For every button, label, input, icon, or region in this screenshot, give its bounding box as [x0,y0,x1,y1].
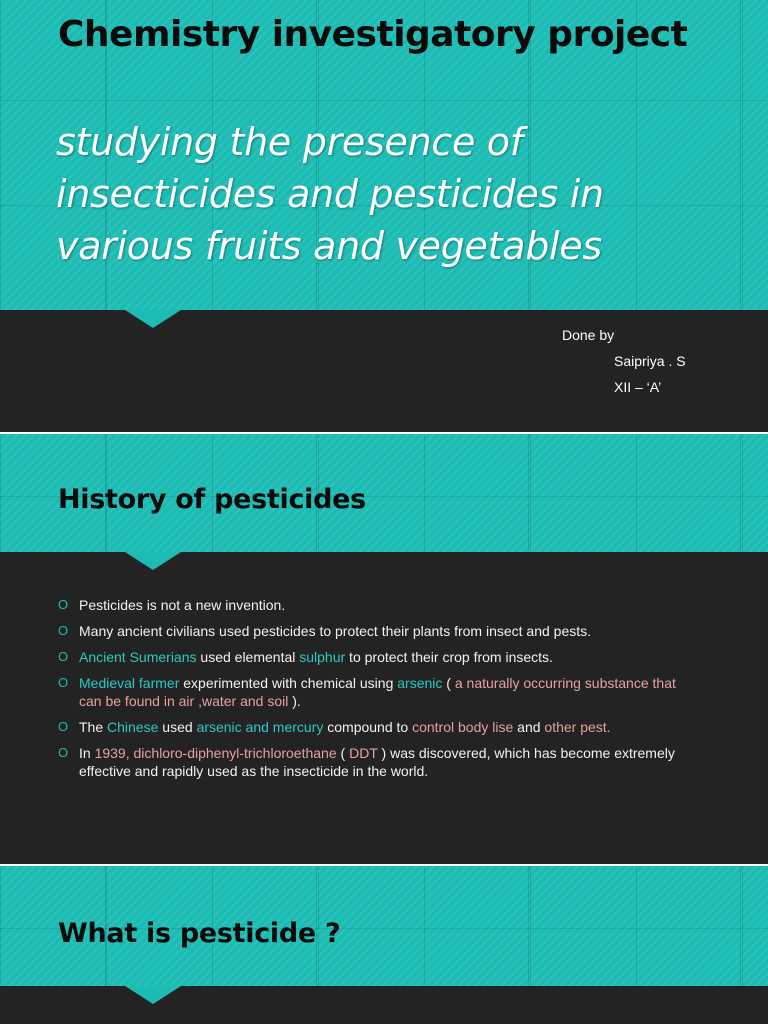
list-item: O In 1939, dichloro-diphenyl-trichloroethane ( DDT ) was discovered, which has become extremely effective and rapidly used as the insecticide in the world. [58,745,675,779]
slide-2-notch [125,552,181,570]
slide-1-notch [125,310,181,328]
history-bullet-list [58,596,698,788]
slide-1-body [0,310,768,432]
slide-1-subtitle: studying the presence of insecticides and pesticides in various fruits and vegetables [56,120,604,268]
list-item: O Pesticides is not a new invention. [58,597,286,613]
done-by-label: Done by [562,327,615,343]
list-item: O Many ancient civilians used pesticides to protect their plants from insect and pests. [58,623,592,639]
bullet-marker: O [58,623,69,638]
slide-1 [0,0,768,432]
slide-1-title: Chemistry investigatory project [58,14,688,55]
bullet-marker: O [58,719,69,734]
list-item: O Medieval farmer experimented with chemical using arsenic ( a naturally occurring substance that can be found in air ,water and soil ). [58,675,676,709]
author-name: Saipriya . S [614,353,686,369]
slide-2-title: History of pesticides [58,484,366,515]
slide-1-title-band [0,0,768,310]
slide-3-title-band [0,866,768,986]
list-item: O Ancient Sumerians used elemental sulphur to protect their crop from insects. [58,649,553,665]
bullet-marker: O [58,745,69,760]
slide-3-title: What is pesticide ? [58,918,341,949]
slide-3 [0,866,768,1024]
bullet-marker: O [58,649,69,664]
bullet-marker: O [58,597,69,612]
list-item: O The Chinese used arsenic and mercury compound to control body lise and other pest. [58,719,611,735]
slide-3-notch [125,986,181,1004]
bullet-marker: O [58,675,69,690]
author-class: XII – ‘A’ [614,379,662,395]
slide-3-body [0,986,768,1024]
slide-2-title-band [0,434,768,552]
